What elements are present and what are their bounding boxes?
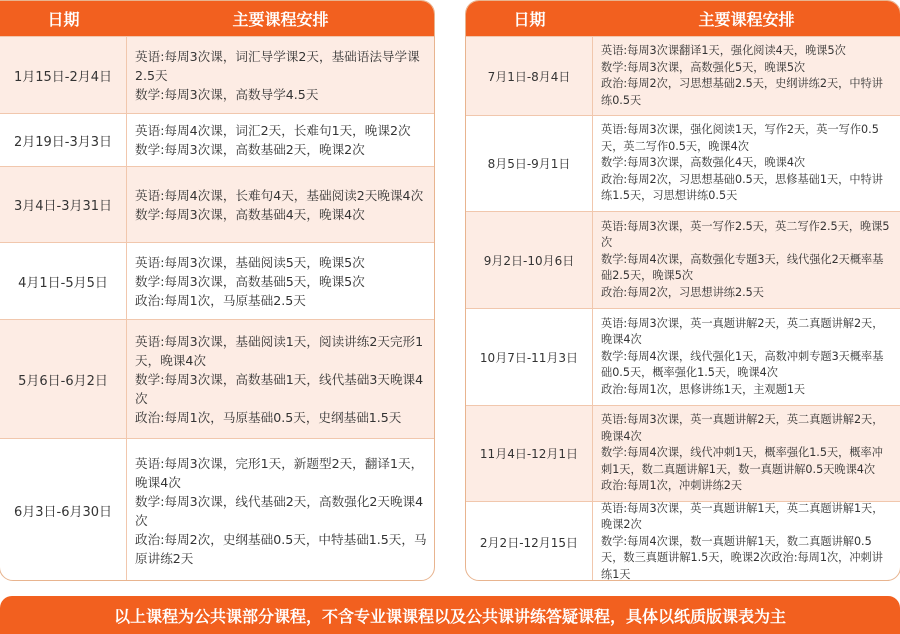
table-row bbox=[466, 405, 900, 501]
date-cell: 11月4日-12月1日 bbox=[466, 406, 593, 501]
table-header bbox=[0, 1, 434, 36]
schedule-line: 数学:每周4次课，高数强化专题3天，线代强化2天概率基础2.5天，晚课5次 bbox=[601, 252, 884, 283]
date-cell: 8月5日-9月1日 bbox=[466, 116, 593, 211]
schedule-cell bbox=[593, 502, 900, 581]
date-cell: 10月7日-11月3日 bbox=[466, 309, 593, 405]
header-schedule: 主要课程安排 bbox=[232, 10, 329, 29]
table-row bbox=[466, 308, 900, 405]
schedule-line: 英语:每周4次课，词汇2天，长难句1天，晚课2次 bbox=[135, 123, 411, 138]
schedule-line: 英语:每周3次课翻译1天，强化阅读4天，晚课5次 bbox=[601, 44, 846, 57]
schedule-line: 数学:每周4次课，线代冲刺1天，概率强化1.5天，概率冲刺1天，数二真题讲解1天，数一真题讲解0.5天晚课4次 bbox=[601, 446, 883, 476]
date-cell: 2月19日-3月3日 bbox=[0, 114, 127, 166]
schedule-line: 数学:每周3次课，高数导学4.5天 bbox=[135, 86, 319, 102]
schedule-line: 数学:每周4次课，数一真题讲解1天，数二真题讲解0.5天，数三真题讲解1.5天，晚课2次政治:每周1次，冲刺讲练1天 bbox=[601, 534, 883, 581]
schedule-cell bbox=[593, 116, 900, 211]
table-row bbox=[0, 166, 434, 242]
schedule-line: 数学:每周3次课，高数强化5天，晚课5次 bbox=[601, 60, 806, 74]
table-row bbox=[466, 36, 900, 115]
schedule-line: 数学:每周3次课，高数基础4天，晚课4次 bbox=[135, 206, 365, 222]
schedule-line: 政治:每周1次，冲刺讲练2天 bbox=[601, 479, 743, 493]
table-row bbox=[0, 113, 434, 166]
schedule-line: 英语:每周3次课，基础阅读1天，阅读讲练2天完形1天，晚课4次 bbox=[135, 333, 424, 368]
schedule-cell bbox=[593, 406, 900, 501]
schedule-cell bbox=[127, 114, 434, 166]
date-cell: 4月1日-5月5日 bbox=[0, 243, 127, 319]
date-cell: 1月15日-2月4日 bbox=[0, 37, 127, 113]
schedule-cell bbox=[593, 309, 900, 405]
table-header bbox=[466, 1, 900, 36]
header-date: 日期 bbox=[47, 10, 80, 29]
schedule-line: 英语:每周3次课，英一真题讲解2天，英二真题讲解2天，晚课4次 bbox=[601, 316, 884, 347]
schedule-line: 政治:每周2次，习思想基础0.5天，思修基础1天，中特讲练1.5天，习思想讲练0.5天 bbox=[601, 172, 883, 203]
schedule-line: 英语:每周3次课，英一真题讲解2天，英二真题讲解2天，晚课4次 bbox=[601, 413, 884, 443]
date-cell: 9月2日-10月6日 bbox=[466, 212, 593, 308]
schedule-line: 英语:每周3次课，词汇导学课2天，基础语法导学课2.5天 bbox=[135, 48, 420, 83]
table-row bbox=[466, 501, 900, 581]
table-row bbox=[0, 36, 434, 113]
schedule-line: 政治:每周1次，马原基础2.5天 bbox=[135, 292, 306, 308]
schedule-line: 数学:每周3次课，高数强化4天，晚课4次 bbox=[601, 156, 806, 170]
schedule-table-right bbox=[465, 0, 900, 581]
schedule-line: 英语:每周3次课，基础阅读5天，晚课5次 bbox=[135, 254, 365, 270]
schedule-cell bbox=[593, 37, 900, 115]
schedule-line: 数学:每周3次课，高数基础1天，线代基础3天晚课4次 bbox=[135, 371, 424, 406]
footer-note: 以上课程为公共课部分课程，不含专业课课程以及公共课讲练答疑课程，具体以纸质版课表为主 bbox=[0, 596, 900, 634]
schedule-line: 政治:每周2次，史纲基础0.5天，中特基础1.5天，马原讲练2天 bbox=[135, 531, 427, 566]
schedule-line: 数学:每周3次课，线代基础2天，高数强化2天晚课4次 bbox=[135, 493, 424, 528]
schedule-line: 英语:每周3次课，英一写作2.5天，英二写作2.5天，晚课5次 bbox=[601, 219, 890, 250]
schedule-line: 数学:每周3次课，高数基础2天，晚课2次 bbox=[135, 142, 365, 157]
schedule-line: 英语:每周4次课，长难句4天，基础阅读2天晚课4次 bbox=[135, 187, 424, 203]
schedule-line: 政治:每周2次，习思想讲练2.5天 bbox=[601, 285, 764, 299]
header-date: 日期 bbox=[513, 10, 546, 29]
table-row bbox=[466, 211, 900, 308]
date-cell: 5月6日-6月2日 bbox=[0, 320, 127, 438]
schedule-table-left bbox=[0, 0, 435, 581]
table-row bbox=[0, 319, 434, 438]
schedule-cell bbox=[127, 167, 434, 242]
schedule-line: 数学:每周4次课，线代强化1天，高数冲刺专题3天概率基础0.5天，概率强化1.5天，晚课4次 bbox=[601, 349, 884, 380]
schedule-line: 数学:每周3次课，高数基础5天，晚课5次 bbox=[135, 273, 365, 289]
date-cell: 7月1日-8月4日 bbox=[466, 37, 593, 115]
date-cell: 3月4日-3月31日 bbox=[0, 167, 127, 242]
schedule-cell bbox=[127, 243, 434, 319]
schedule-cell bbox=[593, 212, 900, 308]
schedule-cell bbox=[127, 320, 434, 438]
schedule-cell bbox=[127, 439, 434, 581]
header-schedule: 主要课程安排 bbox=[698, 10, 795, 29]
schedule-cell bbox=[127, 37, 434, 113]
table-row bbox=[0, 438, 434, 581]
schedule-line: 英语:每周3次课，强化阅读1天，写作2天，英一写作0.5天，英二写作0.5天，晚课4次 bbox=[601, 123, 879, 153]
schedule-line: 英语:每周3次课，完形1天，新题型2天，翻译1天，晚课4次 bbox=[135, 455, 424, 490]
schedule-line: 英语:每周3次课，英一真题讲解1天，英二真题讲解1天，晚课2次 bbox=[601, 501, 884, 532]
table-row bbox=[0, 242, 434, 319]
date-cell: 6月3日-6月30日 bbox=[0, 439, 127, 581]
schedule-line: 政治:每周2次，习思想基础2.5天，史纲讲练2天，中特讲练0.5天 bbox=[601, 77, 883, 107]
schedule-line: 政治:每周1次，思修讲练1天，主观题1天 bbox=[601, 382, 806, 396]
date-cell: 2月2日-12月15日 bbox=[466, 502, 593, 581]
schedule-line: 政治:每周1次，马原基础0.5天，史纲基础1.5天 bbox=[135, 409, 402, 425]
table-row bbox=[466, 115, 900, 211]
